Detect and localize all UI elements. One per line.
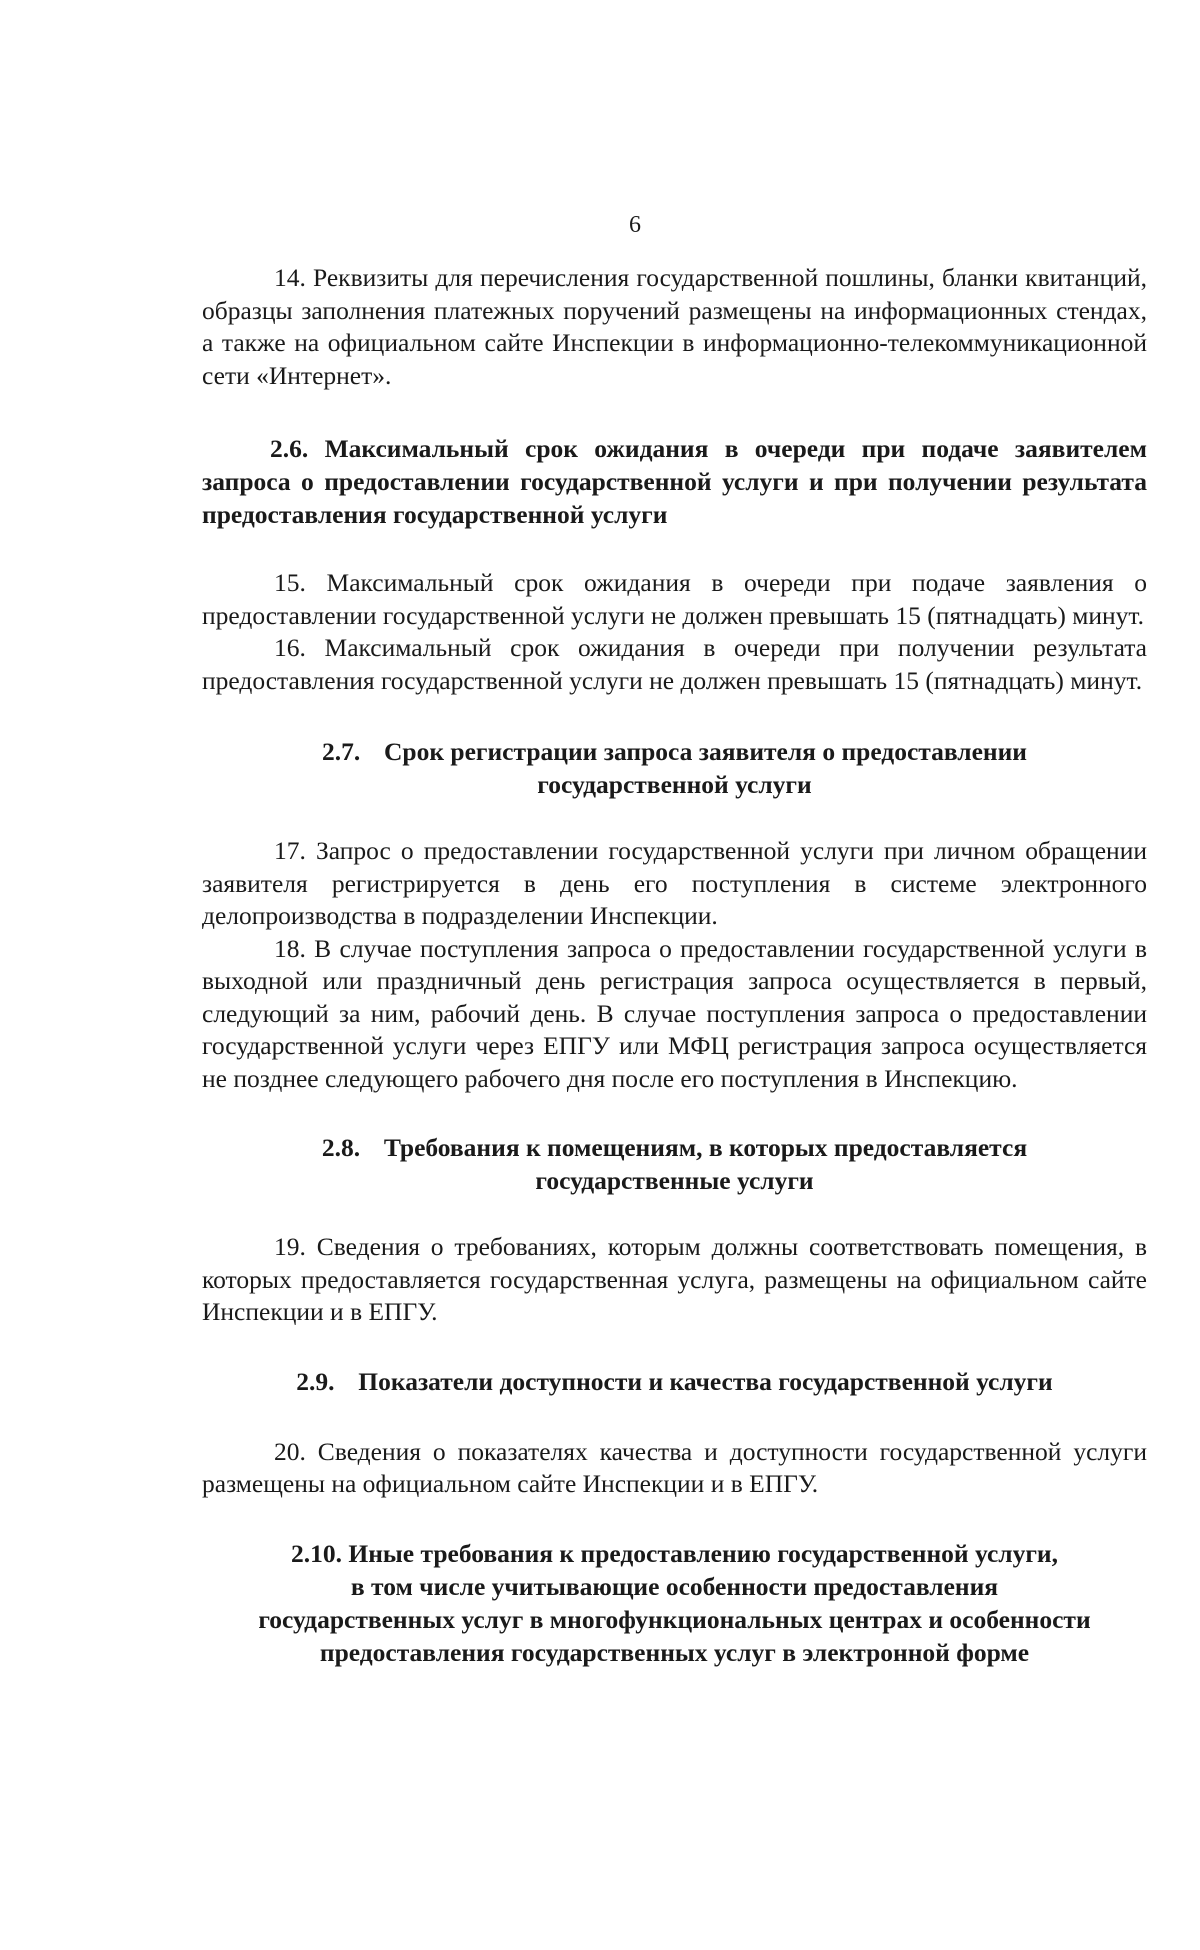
section-heading-2-7-line-2: государственной услуги xyxy=(537,770,812,799)
section-heading-2-6: 2.6. Максимальный срок ожидания в очереди при подаче заявителем запроса о предоставлении государственной услуги и при получении результата предоставления государственной услуги xyxy=(202,434,1147,529)
paragraph-17: 17. Запрос о предоставлении государственной услуги при личном обращении заявителя регистрируется в день его поступления в системе электронного делопроизводства в подразделении Инспекции. xyxy=(202,836,1147,930)
section-heading-2-10-line-2: в том числе учитывающие особенности предоставления xyxy=(350,1571,999,1601)
section-heading-2-7-line-1 xyxy=(202,735,1147,768)
section-heading-2-9-line-1 xyxy=(202,1365,1147,1398)
section-heading-2-8 xyxy=(202,1131,1147,1197)
section-heading-2-8-line-1 xyxy=(202,1131,1147,1164)
section-heading-2-7 xyxy=(202,735,1147,801)
document-body xyxy=(202,262,1147,1669)
section-heading-2-10-line-3: государственных услуг в многофункциональных центрах и особенности xyxy=(258,1604,1091,1634)
paragraph-14: 14. Реквизиты для перечисления государственной пошлины, бланки квитанций, образцы заполнения платежных поручений размещены на информационных стендах, а также на официальном сайте Инспекции в информационно-телекоммуникационной сети «Интернет». xyxy=(202,263,1147,390)
paragraph-20: 20. Сведения о показателях качества и доступности государственной услуги размещены на официальном сайте Инспекции и в ЕПГУ. xyxy=(202,1436,1147,1498)
section-number: 2.9. xyxy=(296,1366,335,1396)
section-title: Срок регистрации запроса заявителя о предоставлении xyxy=(383,737,1028,766)
paragraph-19: 19. Сведения о требованиях, которым должны соответствовать помещения, в которых предоставляется государственная услуга, размещены на официальном сайте Инспекции и в ЕПГУ. xyxy=(202,1232,1147,1326)
paragraph-16: 16. Максимальный срок ожидания в очереди при получении результата предоставления государственной услуги не должен превышать 15 (пятнадцать) минут. xyxy=(202,633,1147,695)
section-title: Показатели доступности и качества государственной услуги xyxy=(358,1366,1053,1396)
section-heading-2-10-line-4: предоставления государственных услуг в электронной форме xyxy=(319,1637,1030,1667)
section-title: Требования к помещениям, в которых предоставляется xyxy=(383,1133,1028,1162)
section-number: 2.7. xyxy=(321,737,361,766)
section-heading-2-9 xyxy=(202,1365,1147,1398)
section-heading-2-10-line-1: 2.10. Иные требования к предоставлению государственной услуги, xyxy=(290,1538,1058,1568)
paragraph-15: 15. Максимальный срок ожидания в очереди при подаче заявления о предоставлении государственной услуги не должен превышать 15 (пятнадцать) минут. xyxy=(202,568,1147,630)
section-heading-2-10 xyxy=(202,1537,1147,1669)
section-number: 2.8. xyxy=(321,1133,361,1162)
paragraph-18: 18. В случае поступления запроса о предоставлении государственной услуги в выходной или праздничный день регистрация запроса осуществляется в первый, следующий за ним, рабочий день. В случае поступления запроса о предоставлении государственной услуги через ЕПГУ или МФЦ регистрация запроса осуществляется не позднее следующего рабочего дня после его поступления в Инспекцию. xyxy=(202,933,1147,1093)
section-heading-2-8-line-2: государственные услуги xyxy=(535,1166,814,1195)
page-number: 6 xyxy=(629,212,641,238)
